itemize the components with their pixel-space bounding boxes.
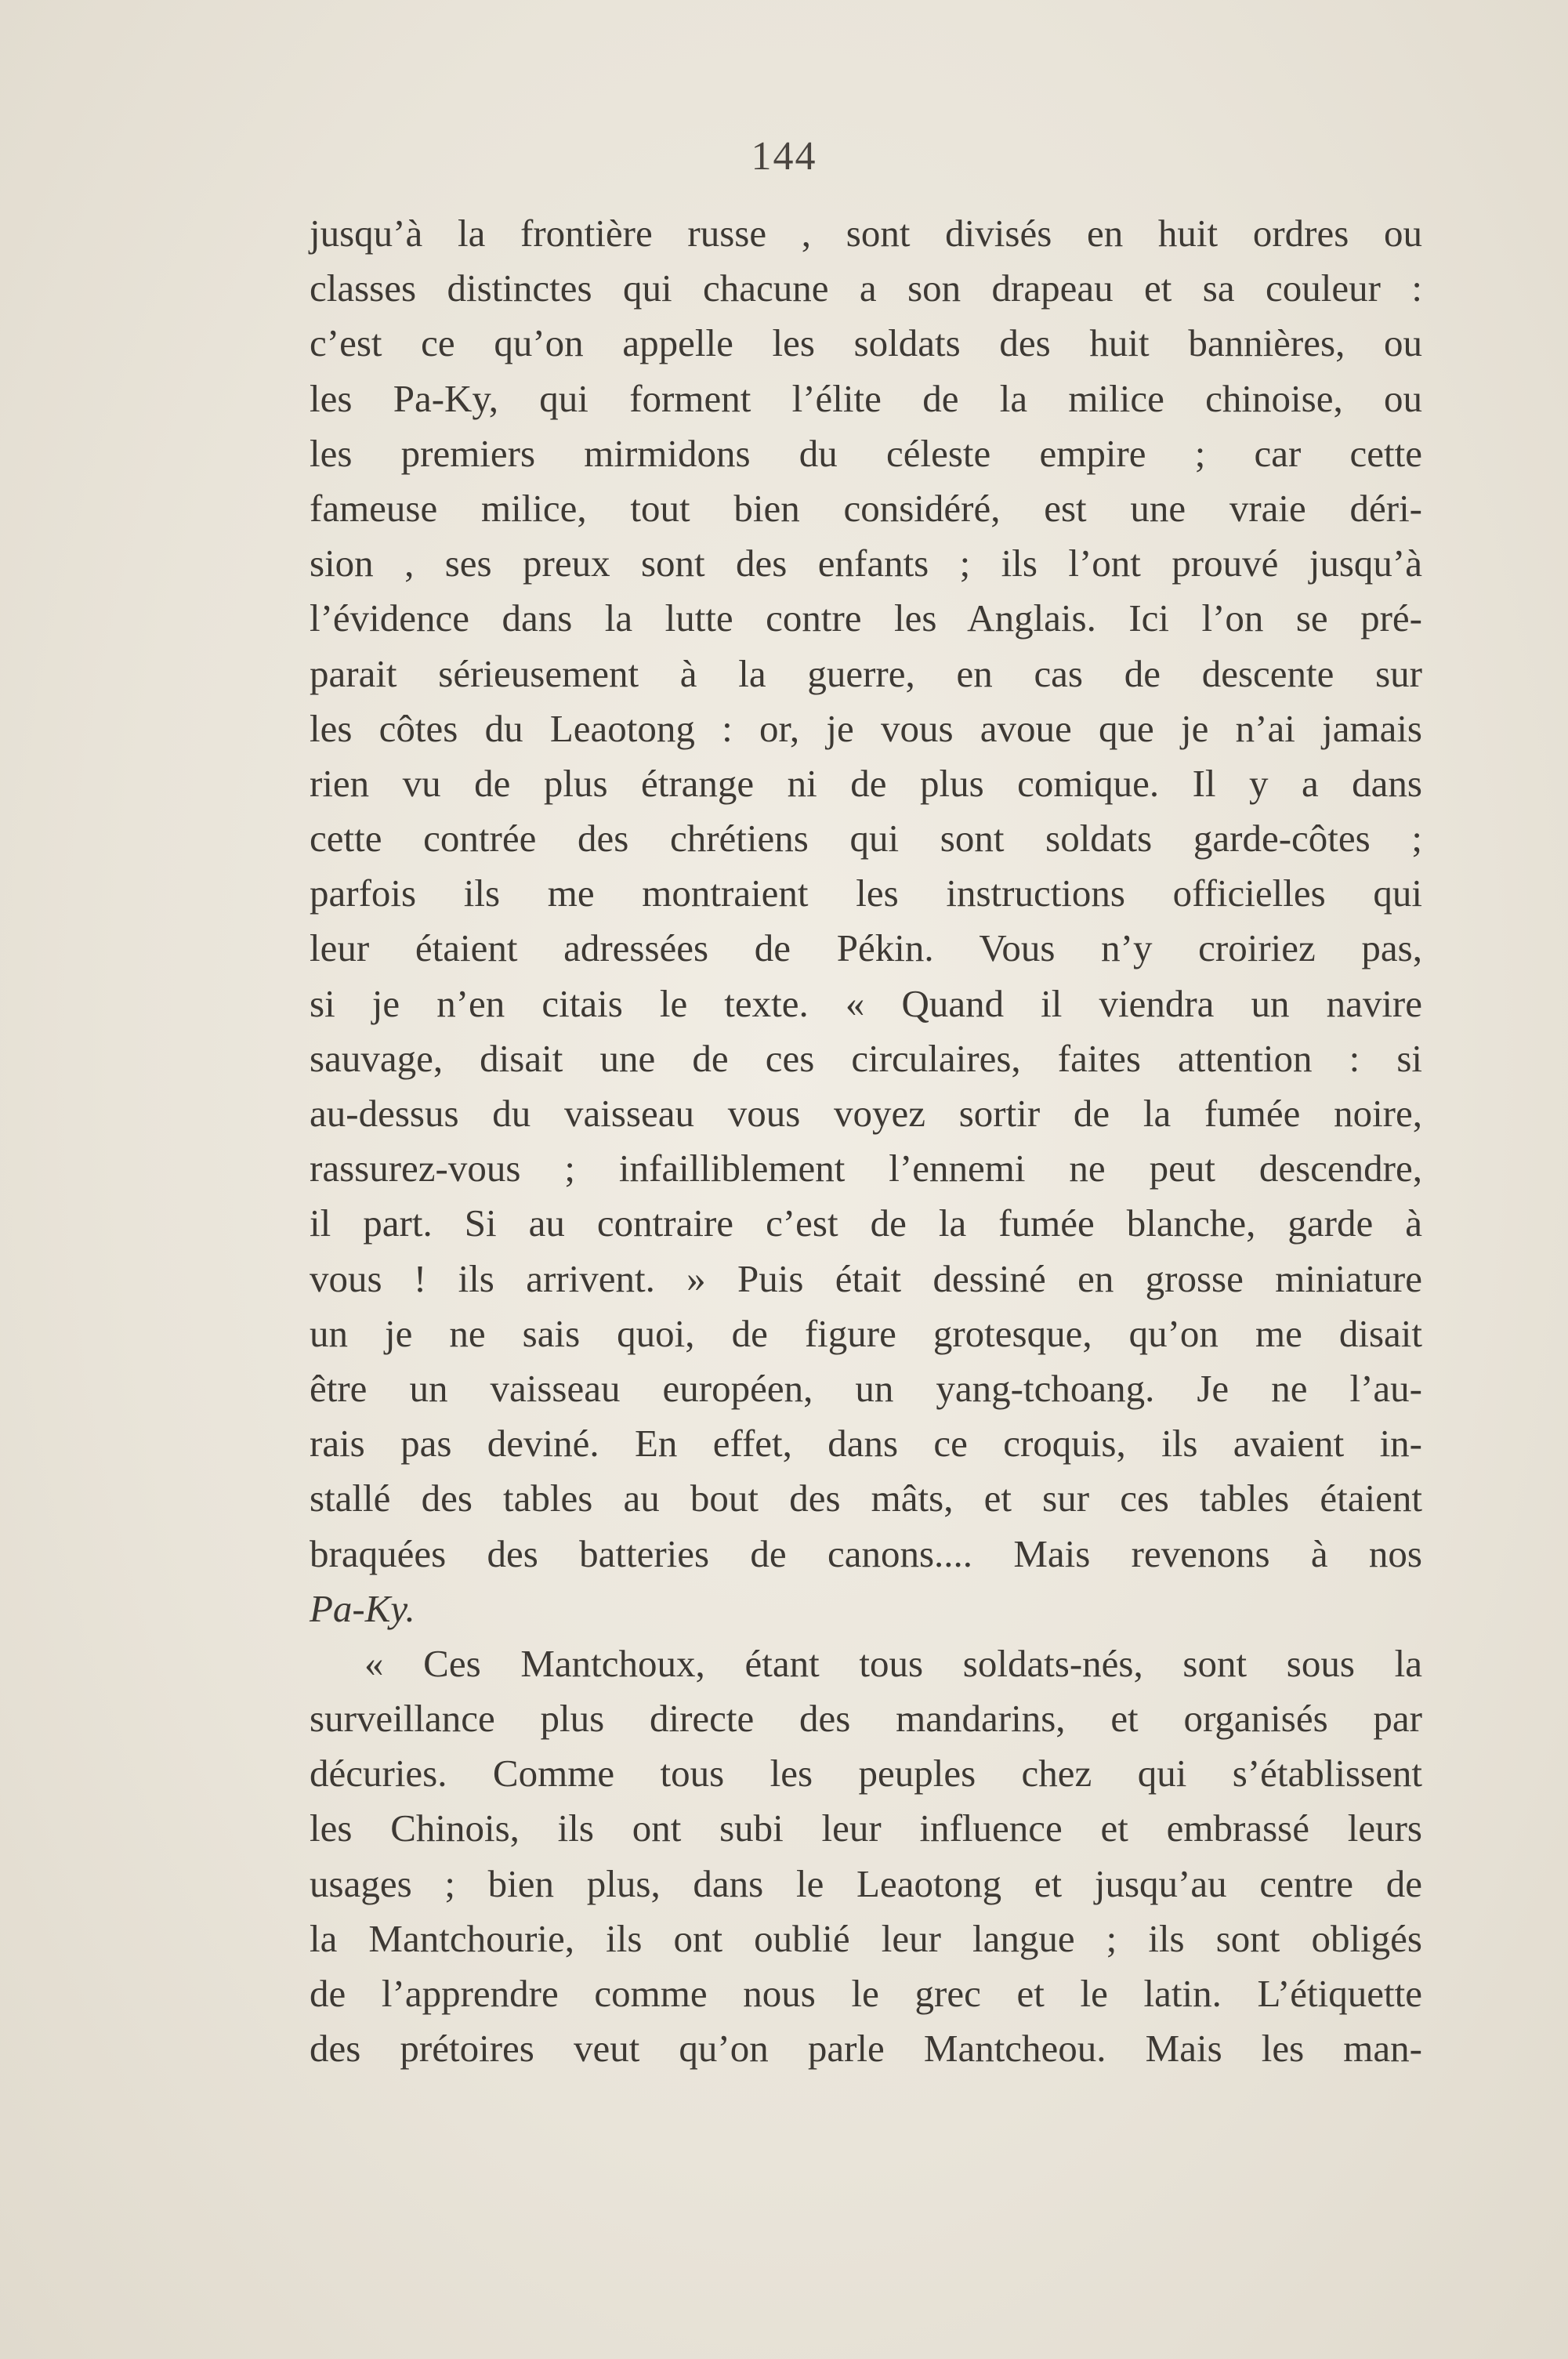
text-line: stallé des tables au bout des mâts, et sur ces tables étaient [310, 1477, 1422, 1520]
text-line: des prétoires veut qu’on parle Mantcheou. Mais les man- [310, 2027, 1422, 2071]
text-line: jusqu’à la frontière russe , sont divisés en huit ordres ou [310, 212, 1422, 255]
text-line: décuries. Comme tous les peuples chez qui s’établissent [310, 1752, 1422, 1796]
text-line: les côtes du Leaotong : or, je vous avoue que je n’ai jamais [310, 706, 1422, 750]
page-number: 144 [751, 134, 817, 179]
text-line: au-dessus du vaisseau vous voyez sortir de la fumée noire, [310, 1092, 1422, 1135]
text-line: les premiers mirmidons du céleste empire ; car cette [310, 431, 1422, 475]
text-line: un je ne sais quoi, de figure grotesque, qu’on me disait [310, 1311, 1422, 1355]
text-line: de l’apprendre comme nous le grec et le latin. L’étiquette [310, 1972, 1422, 2015]
text-line: c’est ce qu’on appelle les soldats des huit bannières, ou [310, 321, 1422, 365]
text-line: braquées des batteries de canons.... Mais revenons à nos [310, 1531, 1422, 1575]
text-line: si je n’en citais le texte. « Quand il viendra un navire [310, 981, 1422, 1025]
text-line: « Ces Mantchoux, étant tous soldats-nés, sont sous la [364, 1641, 1422, 1685]
body-text [310, 206, 1422, 2076]
text-line: parfois ils me montraient les instructions officielles qui [310, 871, 1422, 915]
text-line: vous ! ils arrivent. » Puis était dessiné en grosse miniature [310, 1256, 1422, 1300]
text-line: les Pa-Ky, qui forment l’élite de la milice chinoise, ou [310, 376, 1422, 420]
text-line: usages ; bien plus, dans le Leaotong et jusqu’au centre de [310, 1861, 1422, 1905]
text-line: classes distinctes qui chacune a son drapeau et sa couleur : [310, 266, 1422, 310]
text-line: parait sérieusement à la guerre, en cas de descente sur [310, 651, 1422, 695]
text-line: la Mantchourie, ils ont oublié leur langue ; ils sont obligés [310, 1916, 1422, 1960]
text-line: les Chinois, ils ont subi leur influence et embrassé leurs [310, 1806, 1422, 1850]
text-line: leur étaient adressées de Pékin. Vous n’y croiriez pas, [310, 926, 1422, 970]
text-line: sion , ses preux sont des enfants ; ils l’ont prouvé jusqu’à [310, 542, 1422, 585]
text-line: Pa-Ky. [310, 1586, 415, 1630]
text-line: rien vu de plus étrange ni de plus comique. Il y a dans [310, 761, 1422, 805]
text-line: cette contrée des chrétiens qui sont soldats garde-côtes ; [310, 817, 1422, 861]
text-line: rassurez-vous ; infailliblement l’ennemi ne peut descendre, [310, 1147, 1422, 1190]
text-line: il part. Si au contraire c’est de la fumée blanche, garde à [310, 1201, 1422, 1245]
text-line: être un vaisseau européen, un yang-tchoang. Je ne l’au- [310, 1366, 1422, 1410]
text-line: rais pas deviné. En effet, dans ce croquis, ils avaient in- [310, 1422, 1422, 1466]
text-line: fameuse milice, tout bien considéré, est une vraie déri- [310, 486, 1422, 530]
text-line: sauvage, disait une de ces circulaires, faites attention : si [310, 1036, 1422, 1080]
text-line: l’évidence dans la lutte contre les Anglais. Ici l’on se pré- [310, 596, 1422, 640]
text-line: surveillance plus directe des mandarins, et organisés par [310, 1697, 1422, 1741]
